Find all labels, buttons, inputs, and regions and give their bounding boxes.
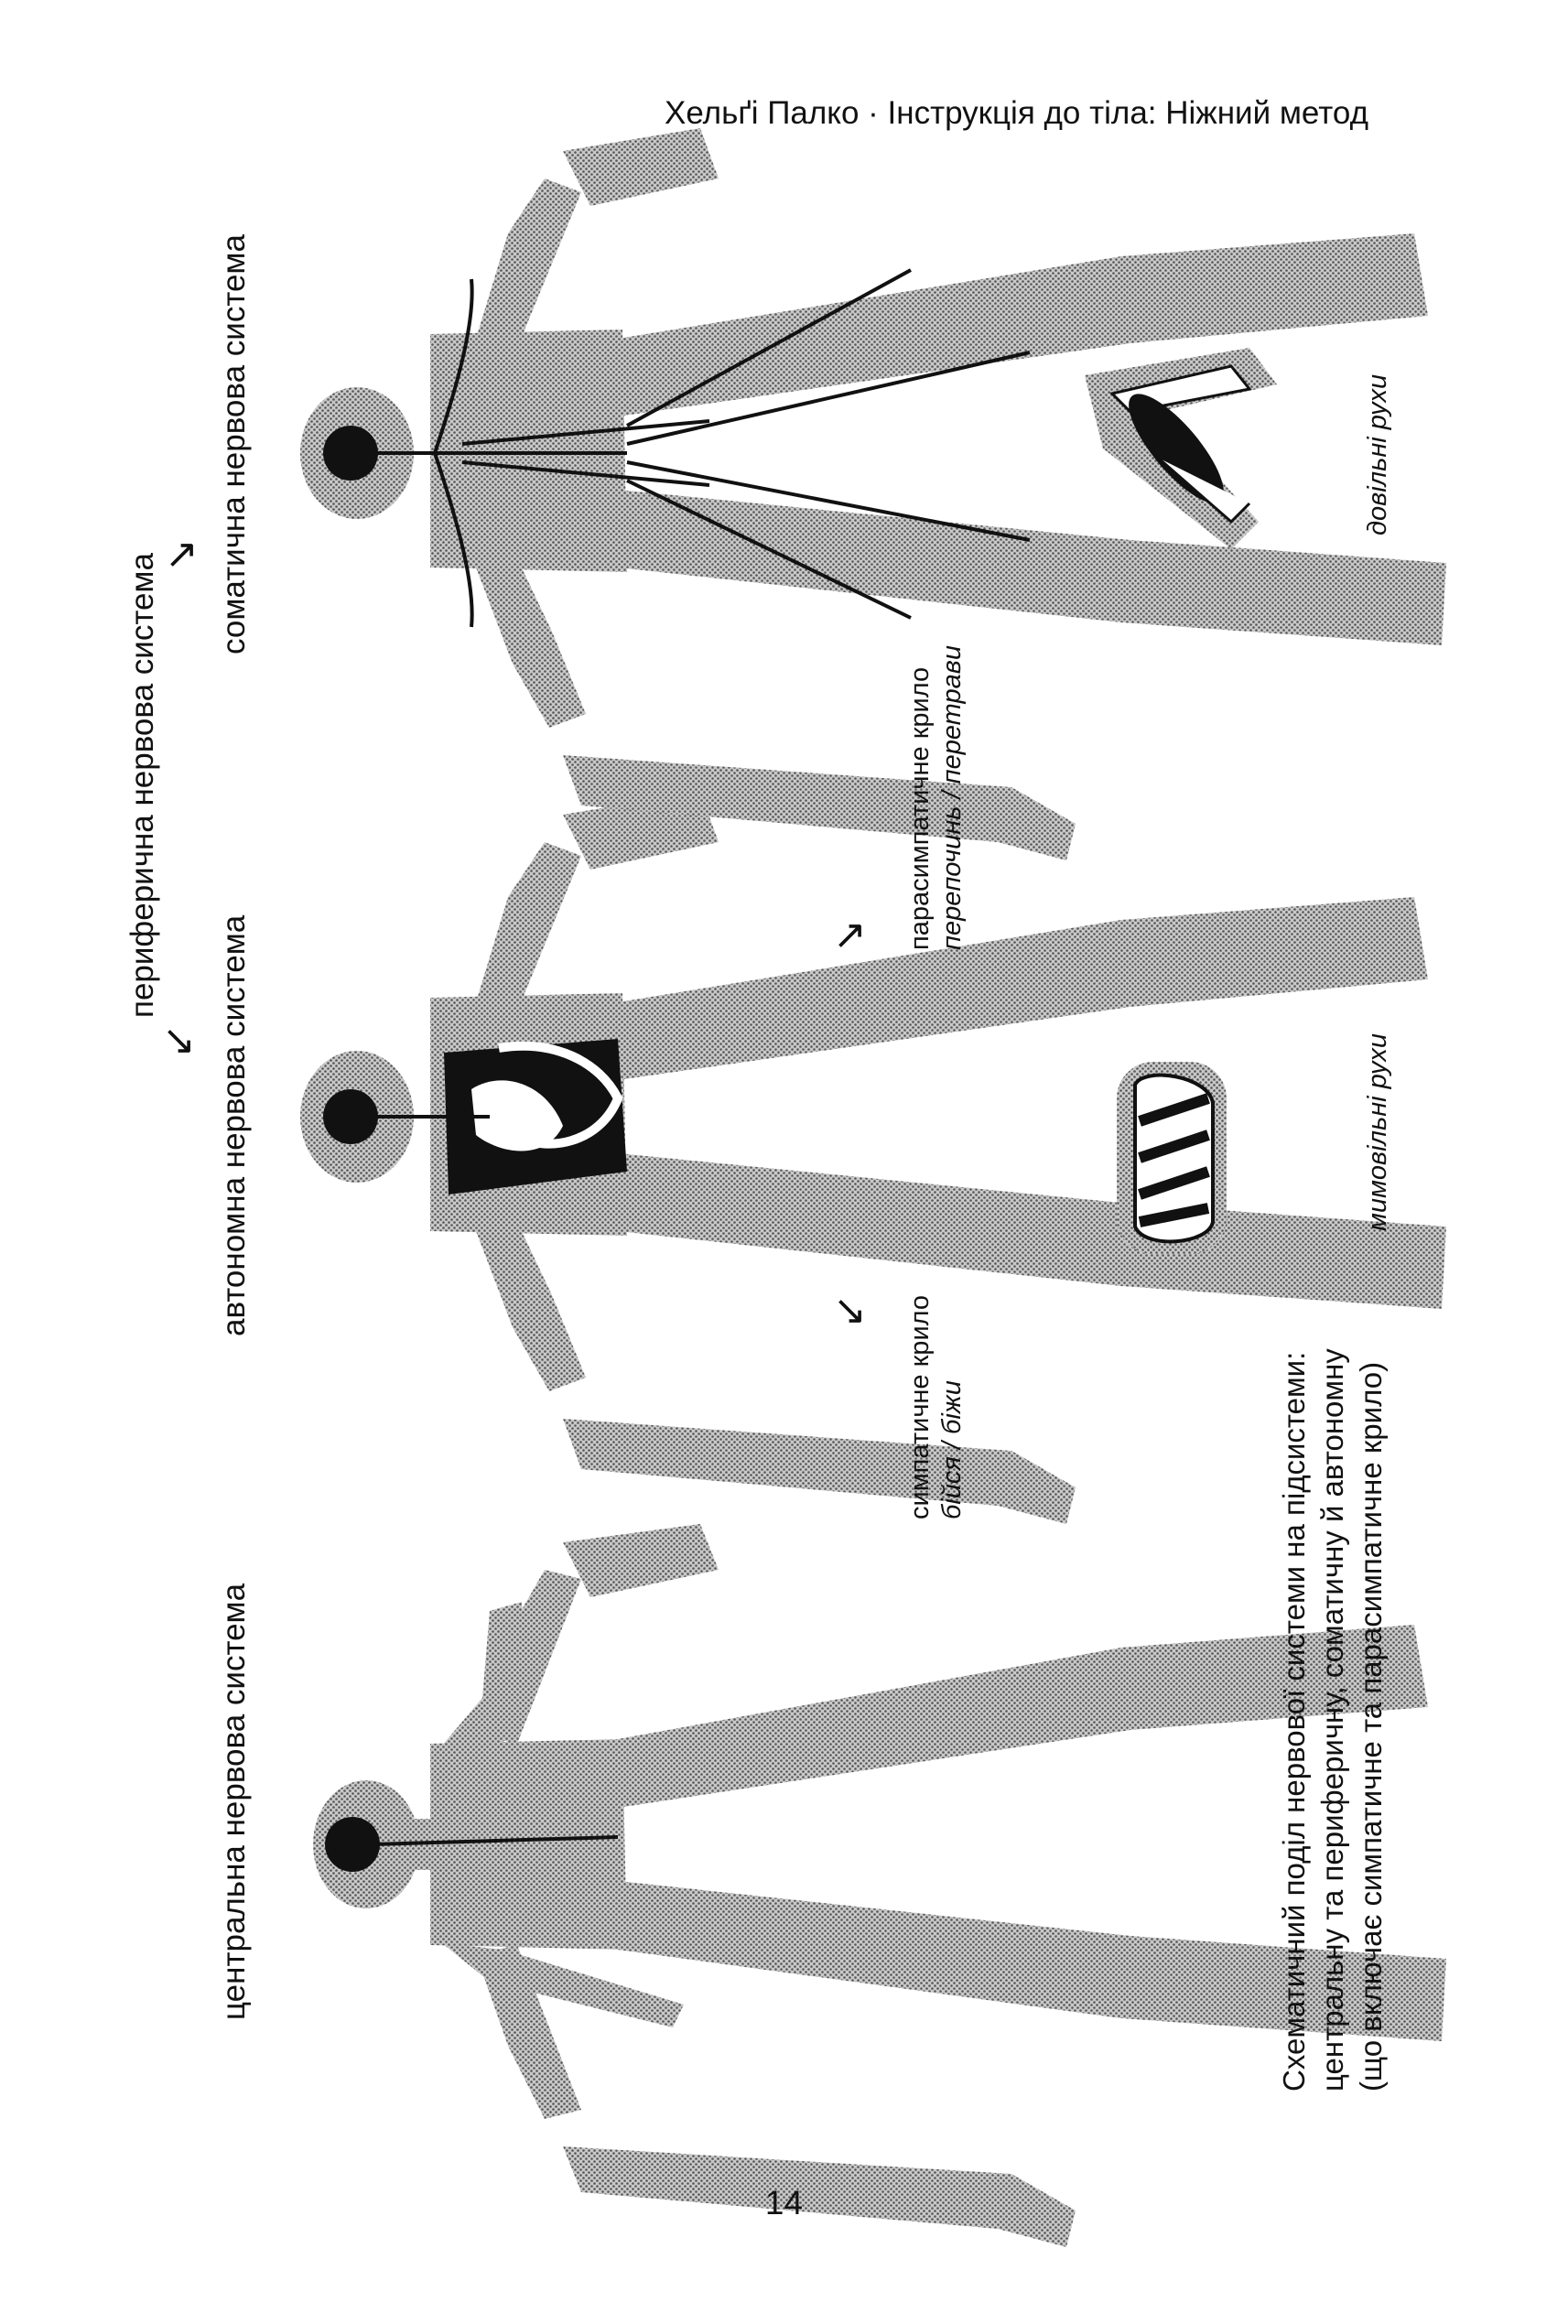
parasympathetic-action: перепочинь / перетрави (936, 644, 967, 950)
sympathetic-action: бійся / біжи (936, 1380, 967, 1519)
label-peripheral-nervous-system: периферична нервова система (124, 553, 160, 1018)
caption-line-2: центральну та периферичну, соматичну й автономну (1315, 1348, 1349, 2092)
caption-line-3: (що включає симпатичне та парасимпатичне крило) (1354, 1361, 1388, 2092)
label-central-nervous-system: центральна нервова система (216, 1583, 252, 2020)
label-somatic-nervous-system: соматична нервова система (216, 234, 252, 654)
page-number: 14 (764, 2184, 804, 2221)
label-autonomic-nervous-system: автономна нервова система (216, 914, 252, 1336)
sympathetic-name: симпатичне крило (905, 1294, 935, 1519)
figure-somatic (300, 128, 1446, 860)
arrow-down-right-icon: ↘ (833, 1288, 867, 1333)
parasympathetic-name: парасимпатичне крило (905, 666, 935, 950)
arrow-up-right-icon: ↗ (165, 532, 199, 577)
caption-line-1: Схематичний поділ нервової системи на підсистеми: (1277, 1351, 1311, 2092)
figure-caption (1275, 1348, 1390, 2092)
involuntary-muscle-icon (1117, 1062, 1227, 1254)
arrow-down-right-icon: ↘ (162, 1018, 196, 1063)
label-voluntary-movement: довільні рухи (1363, 373, 1392, 535)
running-header: Хельґі Палко · Інструкція до тіла: Ніжний метод (665, 95, 1368, 131)
label-involuntary-movement: мимовільні рухи (1363, 1033, 1392, 1231)
label-parasympathetic-wing (904, 645, 968, 950)
arrow-up-right-icon: ↗ (833, 913, 867, 957)
label-sympathetic-wing (904, 1295, 968, 1519)
voluntary-muscle-icon (1085, 348, 1277, 549)
